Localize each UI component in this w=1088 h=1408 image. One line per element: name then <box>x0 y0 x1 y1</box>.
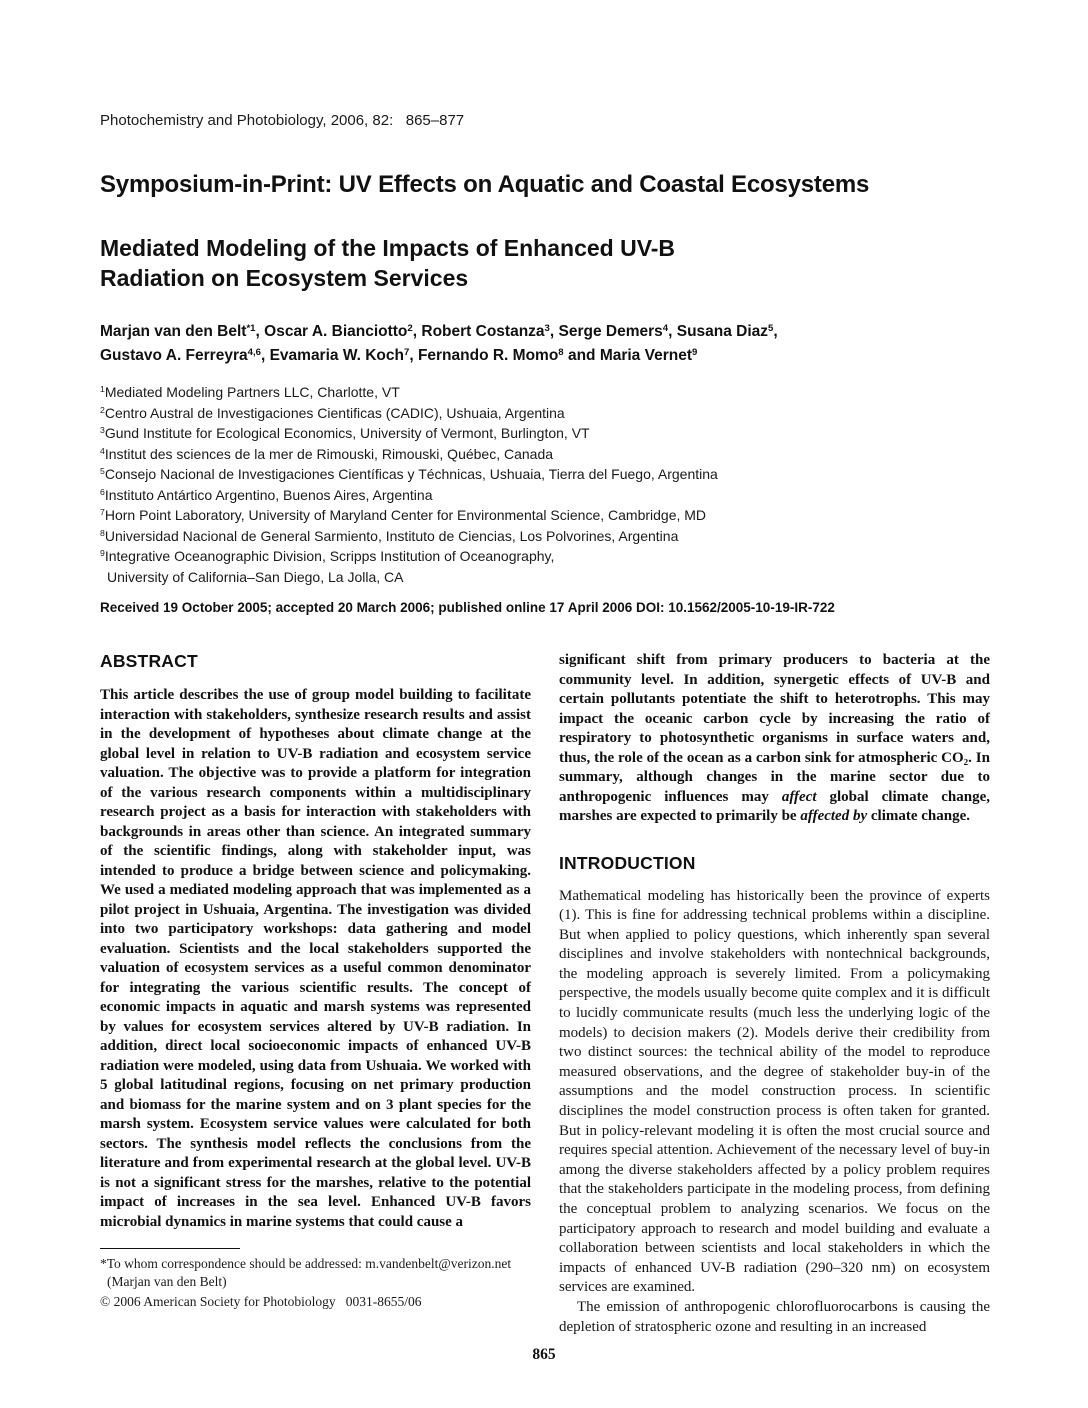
affiliation: $^5$Consejo Nacional de Investigaciones Científicas y Téchnicas, Ushuaia, Tierra del Fuego, Argentina <box>100 466 718 482</box>
correspondence-name: (Marjan van den Belt) <box>107 1274 227 1289</box>
affiliation: $^1$Mediated Modeling Partners LLC, Charlotte, VT <box>100 384 400 400</box>
two-column-body <box>100 651 990 1337</box>
author-list <box>100 321 990 369</box>
affiliation: $^2$Centro Austral de Investigaciones Cientificas (CADIC), Ushuaia, Argentina <box>100 404 565 421</box>
received-line: Received 19 October 2005; accepted 20 March 2006; published online 17 April 2006 DOI: 10.1562/2005-10-19-IR-722 <box>100 600 835 615</box>
italic-term: affect <box>781 788 817 805</box>
author-affiliation-marker: 3 <box>544 322 550 334</box>
article-title-line1: Mediated Modeling of the Impacts of Enhanced UV-B <box>100 235 676 261</box>
article-title <box>100 233 990 293</box>
affiliation: $^9$Integrative Oceanographic Division, Scripps Institution of Oceanography, <box>100 548 555 564</box>
introduction-heading: INTRODUCTION <box>559 852 696 873</box>
affiliation: $^7$Horn Point Laboratory, University of Maryland Center for Environmental Science, Cambridge, MD <box>100 507 707 523</box>
affiliation: $^8$Universidad Nacional de General Sarmiento, Instituto de Ciencias, Los Polvorines, Argentina <box>100 527 679 544</box>
author-affiliation-marker: 4 <box>662 322 669 334</box>
author-affiliation-marker: 8 <box>558 346 564 358</box>
abstract-paragraph: This article describes the use of group model building to facilitate interaction with stakeholders, synthesize research results and assist in the development of hypotheses about climate change at the global level in relation to UV-B radiation and ecosystem service valuation. The objective was to provide a platform for integration of the various research components within a multidisciplinary research project as a basis for interaction with stakeholders with backgrounds in areas other than science. An integrated summary of the scientific findings, along with stakeholder input, was intended to produce a bridge between science and policymaking. We used a mediated modeling approach that was implemented as a pilot project in Ushuaia, Argentina. The investigation was divided into two participatory workshops: data gathering and model evaluation. Scientists and the local stakeholders supported the valuation of ecosystem services as a useful common denominator for integrating the various scientific results. The concept of economic impacts in aquatic and marsh systems was represented by values for ecosystem services altered by UV-B radiation. In addition, direct local socioeconomic impacts of enhanced UV-B radiation were modeled, using data from Ushuaia. We worked with 5 global latitudinal regions, focusing on net primary production and biomass for the marine system and on 3 plant species for the marsh system. Ecosystem service values were calculated for both sectors. The synthesis model reflects the conclusions from the literature and from experimental research at the global level. UV-B is not a significant stress for the marshes, relative to the potential impact of increases in the sea level. Enhanced UV-B favors microbial dynamics in marine systems that could cause a <box>100 687 531 1230</box>
abstract-heading: ABSTRACT <box>100 651 198 671</box>
left-column <box>100 651 531 1337</box>
affiliation-list <box>100 383 990 586</box>
author-affiliation-marker: 4,6 <box>247 346 261 358</box>
author-affiliation-marker: *1 <box>246 322 256 334</box>
article-title-line2: Radiation on Ecosystem Services <box>100 265 469 291</box>
affiliation: $^3$Gund Institute for Ecological Economics, University of Vermont, Burlington, VT <box>100 425 590 441</box>
footnote-rule <box>100 1248 240 1249</box>
symposium-title: Symposium-in-Print: UV Effects on Aquatic and Coastal Ecosystems <box>100 171 870 198</box>
correspondence-footnote <box>100 1248 531 1311</box>
introduction-paragraph-2: The emission of anthropogenic chlorofluorocarbons is causing the depletion of stratospheric ozone and resulting in an increased <box>559 1298 990 1335</box>
author: Marjan van den Belt$^{*1}$, <box>100 322 265 340</box>
italic-term: affected by <box>800 808 868 824</box>
author-affiliation-marker: 7 <box>403 346 410 358</box>
introduction-paragraph-1: Mathematical modeling has historically been the province of experts (1). This is fine for addressing technical problems within a discipline. But when applied to policy questions, which inherently span several disciplines and involve stakeholders with nontechnical backgrounds, the modeling approach is severely limited. From a policymaking perspective, the models usually become quite complex and it is difficult to lucidly communicate results (much less the underlying logic of the models) to decision makers (2). Models derive their credibility from two distinct sources: the technical ability of the model to reproduce measured observations, and the degree of stakeholder buy-in of the assumptions and the model construction process. In scientific disciplines the model construction process is often taken for granted. But in policy-relevant modeling it is often the most crucial source and requires special attention. Achievement of the necessary level of buy-in among the diverse stakeholders affected by a policy problem requires that the stakeholders participate in the modeling process, from defining the conceptual problem to analyzing scenarios. We focus on the participatory approach to research and model building and evaluate a collaboration between scientists and local stakeholders in which the impacts of enhanced UV-B radiation (290–320 nm) on ecosystem services are examined. <box>559 887 990 1296</box>
author: Fernando R. Momo$^8$ and <box>417 346 600 364</box>
author: Gustavo A. Ferreyra$^{4,6}$, <box>100 346 270 364</box>
copyright-line: © 2006 American Society for Photobiology 0031-8655/06 <box>100 1294 422 1309</box>
affiliation: $^6$Instituto Antártico Argentino, Buenos Aires, Argentina <box>100 486 433 503</box>
author-affiliation-marker: 2 <box>407 322 413 334</box>
affiliation: $^4$Institut des sciences de la mer de Rimouski, Rimouski, Québec, Canada <box>100 445 554 462</box>
author: Maria Vernet$^9$ <box>599 346 698 364</box>
correspondence-line: *To whom correspondence should be addressed: m.vandenbelt@verizon.net <box>100 1256 512 1271</box>
right-column <box>559 651 990 1337</box>
affiliation-continued: University of California–San Diego, La Jolla, CA <box>107 568 404 585</box>
abstract-continuation-paragraph: significant shift from primary producers to bacteria at the community level. In addition, synergetic effects of UV-B and certain pollutants potentiate the shift to heterotrophs. This may impact the oceanic carbon cycle by increasing the ratio of respiratory to photosynthetic organisms in surface waters and, thus, the role of the ocean as a carbon sink for atmospheric CO₂. In summary, although changes in the marine sector due to anthropogenic influences may affect global climate change, marshes are expected to primarily be affected by climate change. <box>559 652 990 824</box>
author: Evamaria W. Koch$^7$, <box>269 346 418 364</box>
page-number: 865 <box>532 1346 556 1363</box>
author: Oscar A. Bianciotto$^2$, <box>264 322 422 340</box>
journal-header: Photochemistry and Photobiology, 2006, 82: 865–877 <box>100 112 465 129</box>
author: Susana Diaz$^5$, <box>676 322 778 340</box>
author: Robert Costanza$^3$, <box>421 322 559 340</box>
author-affiliation-marker: 9 <box>692 346 698 358</box>
author-affiliation-marker: 5 <box>768 322 774 334</box>
author: Serge Demers$^4$, <box>558 322 677 340</box>
